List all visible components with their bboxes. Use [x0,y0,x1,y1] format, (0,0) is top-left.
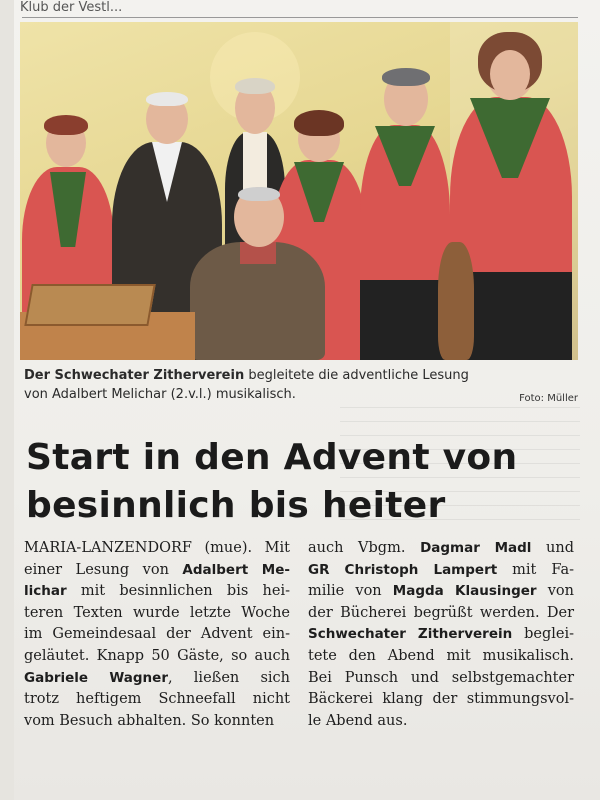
body-line [308,668,574,690]
body-line [24,538,290,560]
body-text: beglei- [512,626,574,643]
article-photo [20,22,578,360]
body-name-bold: GR Christoph Lampert [308,561,498,578]
guitar [438,242,474,360]
article-body [24,538,580,758]
body-name-bold: Schwechater Zitherverein [308,626,513,643]
body-line [308,603,574,625]
body-text: , ließen sich [167,669,290,686]
body-text: Bäckerei klang der stimmungsvol- [308,691,574,708]
body-text: Bei Punsch und selbstgemachter [308,669,574,686]
headline-line-2: besinnlich bis heiter [26,485,446,526]
top-fragment-text: Klub der Vestl... [20,0,123,15]
photo-caption [24,366,576,404]
body-line [308,624,574,646]
body-name-bold: Dagmar Madl [420,540,532,556]
body-line [308,711,574,733]
body-line [308,581,574,603]
body-column-left [24,538,290,732]
zither [24,284,155,326]
body-text: teren Texten wurde letzte Woche [24,604,290,621]
body-line [24,711,290,733]
body-line [24,603,290,625]
caption-line2: von Adalbert Melichar (2.v.l.) musikalisch. [24,387,296,402]
body-text: MARIA-LANZENDORF (mue). Mit [24,540,290,556]
body-text: und [531,540,574,556]
body-line [24,560,290,582]
body-text: trotz heftigem Schneefall nicht [24,691,290,708]
body-line [24,624,290,646]
body-text: im Gemeindesaal der Advent ein- [24,626,290,643]
body-line [308,560,574,582]
body-text: mit Fa- [497,561,574,578]
body-line [24,646,290,668]
headline-line-1: Start in den Advent von [26,437,518,478]
body-name-bold: lichar [24,583,67,600]
body-line [24,581,290,603]
body-name-bold: Magda Klausinger [392,583,537,600]
body-text: mit besinnlichen bis hei- [66,583,290,600]
body-line [308,689,574,711]
body-text: geläutet. Knapp 50 Gäste, so auch [24,647,290,664]
body-text: von [536,583,574,600]
body-column-right [308,538,574,732]
caption-line1-rest: begleitete die adventliche Lesung [244,368,469,383]
caption-bold: Der Schwechater Zitherverein [24,368,245,383]
body-text: milie von [308,583,393,600]
person-seated-man [190,187,325,360]
body-line [308,538,574,560]
body-name-bold: Adalbert Me- [182,561,290,578]
body-name-bold: Gabriele Wagner [24,669,168,686]
body-text: le Abend aus. [308,712,408,729]
body-line [24,689,290,711]
person-woman-glasses [360,70,450,360]
body-text: vom Besuch abhalten. So konnten [24,712,275,729]
photo-credit: Foto: Müller [519,393,578,404]
body-text: tete den Abend mit musikalisch. [308,647,574,664]
body-text: der Bücherei begrüßt werden. Der [308,604,574,621]
body-text: auch Vbgm. [308,540,421,556]
article-headline [26,434,586,530]
top-divider [22,17,578,18]
body-text: einer Lesung von [24,561,183,578]
body-line [24,668,290,690]
body-line [308,646,574,668]
